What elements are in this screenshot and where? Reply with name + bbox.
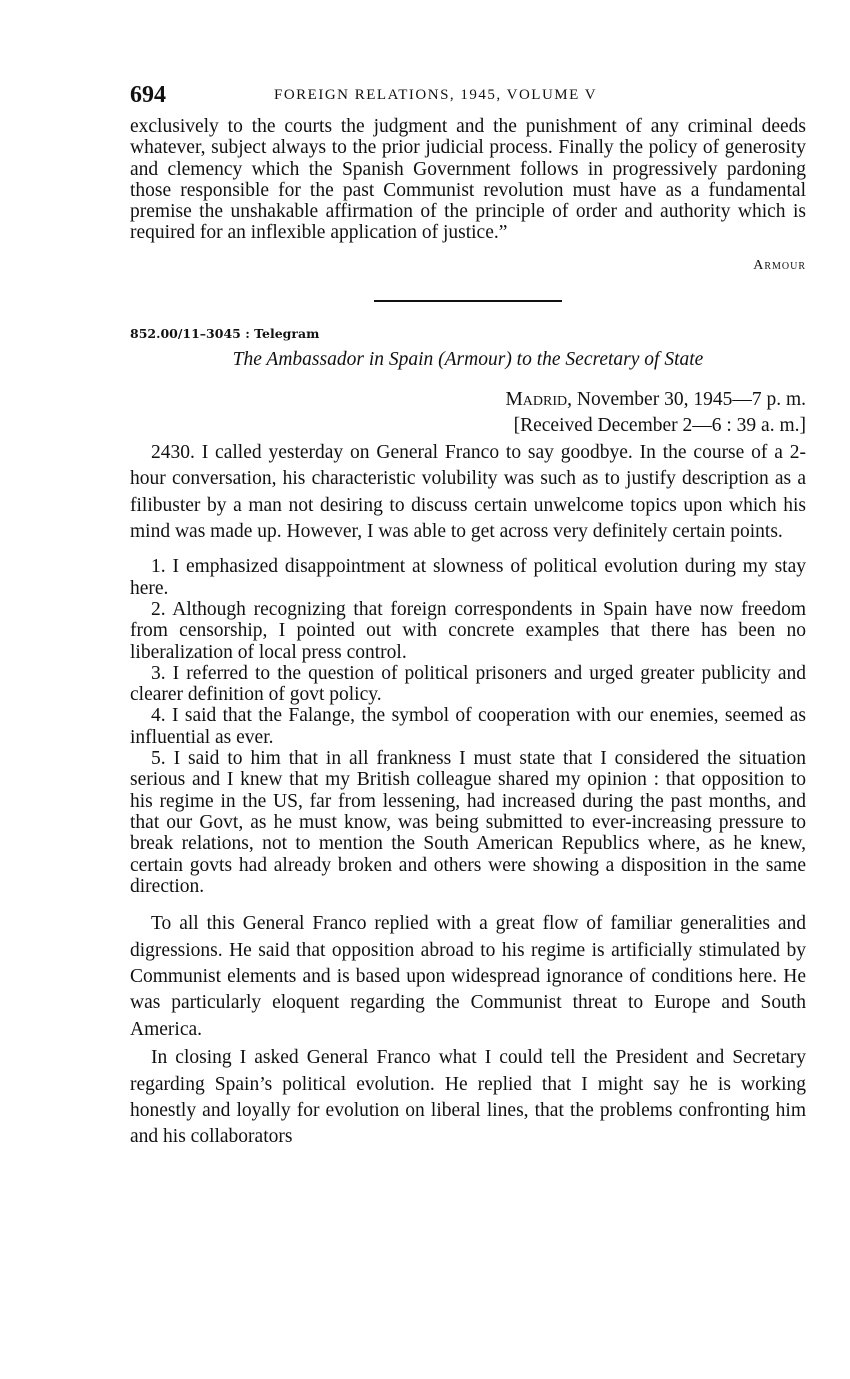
- list-item: 4. I said that the Falange, the symbol of cooperation with our enemies, seemed as influential as ever.: [130, 705, 806, 748]
- intro-paragraph: 2430. I called yesterday on General Franco to say goodbye. In the course of a 2-hour conversation, his characteristic volubility was such as to justify description as a filibuster by a man not desiring to discuss certain unwelcome topics upon which his mind was made up. However, I was able to get across very definitely certain points.: [130, 441, 806, 542]
- document-title: The Ambassador in Spain (Armour) to the Secretary of State: [232, 348, 704, 370]
- date-received: [Received December 2—6 : 39 a. m.]: [513, 414, 806, 436]
- list-item: 1. I emphasized disappointment at slowness of political evolution during my stay here.: [130, 556, 806, 599]
- list-item: 2. Although recognizing that foreign correspondents in Spain have now freedom from censorship, I pointed out with concrete examples that there has been no liberalization of local press control.: [130, 599, 806, 663]
- file-reference: 852.00/11–3045 : Telegram: [130, 325, 320, 341]
- list-item: 5. I said to him that in all frankness I must state that I considered the situation serious and I knew that my British colleague shared my opinion : that opposition to his regime in the US, far from lessening, had increased during the past months, and that our Govt, as he must know, was being submitted to ever-increasing pressure to break relations, not to mention the South American Republics where, as he knew, certain govts had already broken and others were showing a disposition in the same direction.: [130, 748, 806, 897]
- running-head: FOREIGN RELATIONS, 1945, VOLUME V: [274, 87, 598, 103]
- opening-paragraph: exclusively to the courts the judgment and the punishment of any criminal deeds whatever, subject always to the prior judicial process. Finally the policy of generosity and clemency which the Spanish Government follows in progressively pardoning those responsible for the past Communist revolution must have as a fundamental premise the unshakable affirmation of the principle of order and authority which is required for an inflexible application of justice.”: [130, 116, 806, 244]
- signature: Armour: [753, 257, 806, 273]
- document-page: [130, 82, 806, 1151]
- page-header: [130, 82, 806, 114]
- points-list: [130, 556, 806, 897]
- closing-paragraph: In closing I asked General Franco what I could tell the President and Secretary regarding Spain’s political evolution. He replied that I might say he is working honestly and loyally for evolution on liberal lines, that the problems confronting him and his collaborators: [130, 1047, 806, 1148]
- reply-paragraph: To all this General Franco replied with a great flow of familiar generalities and digressions. He said that opposition abroad to his regime is artificially stimulated by Communist elements and is based upon widespread ignorance of conditions here. He was particularly eloquent regarding the Communist threat to Europe and South America.: [130, 913, 806, 1040]
- sent-date: , November 30, 1945—7 p. m.: [567, 388, 806, 410]
- page-number: 694: [130, 82, 166, 108]
- place-name: Madrid: [505, 388, 568, 410]
- list-item: 3. I referred to the question of political prisoners and urged greater publicity and clearer definition of govt policy.: [130, 662, 806, 706]
- date-sent: [130, 387, 806, 413]
- dateline: [130, 387, 806, 439]
- section-divider: [374, 300, 562, 302]
